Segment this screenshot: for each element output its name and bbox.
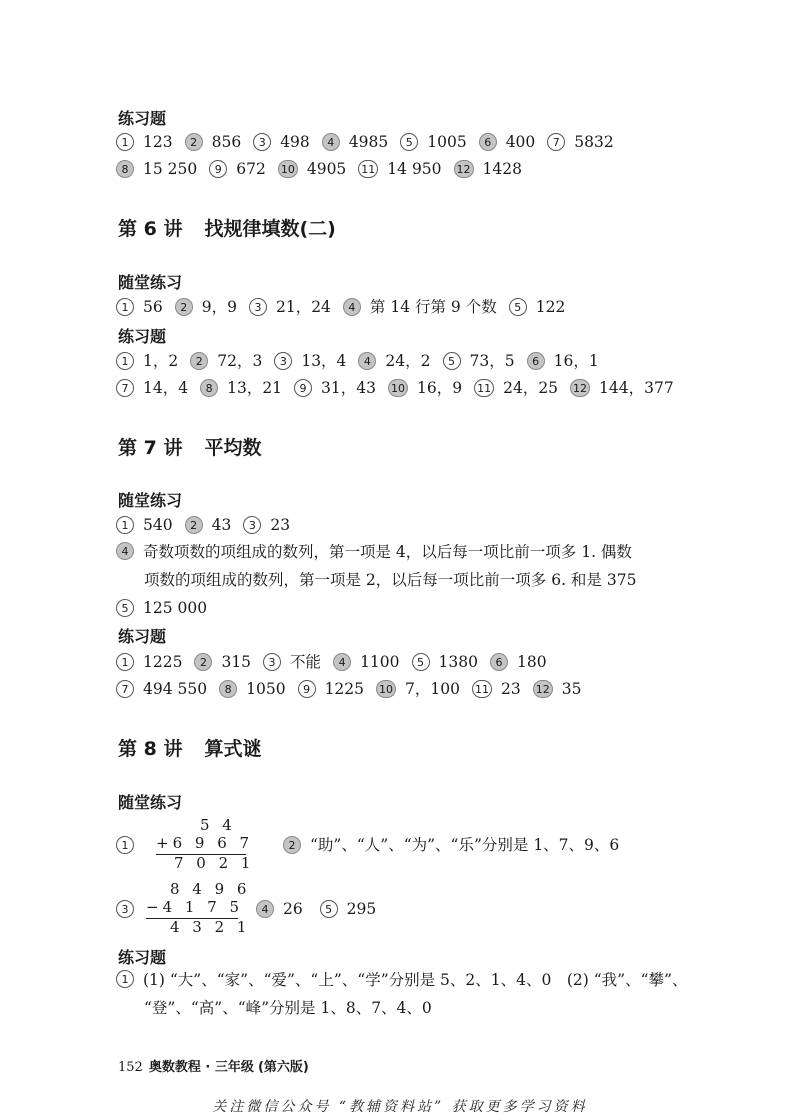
answer-item [219, 679, 285, 699]
minuend-line: 8 4 9 6 [170, 880, 251, 898]
item-number-marker: 3 [253, 133, 271, 151]
answer-text: 56 [143, 298, 163, 316]
answer-text: 16，1 [553, 352, 599, 370]
answer-item [298, 679, 364, 699]
answer-text: 24，25 [503, 379, 559, 397]
item-number-marker: 1 [116, 836, 134, 854]
answer-item [472, 679, 521, 699]
item-number-marker: 9 [294, 379, 312, 397]
item-number-marker: 8 [219, 680, 237, 698]
item-number-marker: 4 [343, 298, 361, 316]
answer-item [527, 351, 599, 371]
answer-item [116, 378, 188, 398]
answer-text: 14，4 [143, 379, 189, 397]
answer-text: 1100 [360, 653, 400, 671]
answer-text: 13，4 [301, 352, 347, 370]
item-number-marker: 12 [454, 160, 474, 178]
answer-item [185, 515, 232, 535]
answer-row [116, 350, 611, 371]
answer-text: 540 [143, 516, 173, 534]
item-number-marker: 9 [209, 160, 227, 178]
class-practice-heading: 随堂练习 [118, 793, 183, 812]
item-number-marker: 1 [116, 352, 134, 370]
answer-row [116, 678, 593, 699]
lecture-title: 平均数 [204, 437, 262, 459]
answer-item [443, 351, 515, 371]
item-number-marker: 12 [533, 680, 553, 698]
item-number-marker: 7 [116, 680, 134, 698]
item-number-marker: 6 [479, 133, 497, 151]
answer-item [116, 159, 197, 179]
item-number-marker: 4 [116, 542, 134, 560]
answer-item [358, 351, 430, 371]
item-number-marker: 10 [278, 160, 298, 178]
answer-text: 1，2 [143, 352, 179, 370]
page-number: 152 [118, 1060, 143, 1075]
answer-item [509, 297, 566, 317]
item-number-marker: 8 [116, 160, 134, 178]
item-number-marker: 5 [509, 298, 527, 316]
answer-text: 72，3 [217, 352, 263, 370]
item-number-marker: 5 [400, 133, 418, 151]
item-number-marker: 4 [358, 352, 376, 370]
answer-item-1 [116, 834, 143, 854]
addend-line: +6 9 6 7 [156, 834, 254, 852]
lecture-number: 第 6 讲 [118, 218, 183, 240]
answer-text: 24，2 [385, 352, 431, 370]
lecture-number: 第 7 讲 [118, 437, 183, 459]
answer-text: 122 [535, 298, 566, 316]
item-number-marker: 3 [243, 516, 261, 534]
practice-heading: 练习题 [118, 109, 167, 128]
answer-item [490, 652, 547, 672]
answer-text: (1) “大”、“家”、“爱”、“上”、“学”分别是 5、2、1、4、0 (2) “我”、“攀”、 [143, 971, 688, 989]
answer-text: 125 000 [143, 599, 208, 617]
answer-row [116, 651, 559, 672]
item-number-marker: 7 [547, 133, 565, 151]
vertical-addition [156, 816, 266, 876]
answer-text: 1225 [324, 680, 365, 698]
answer-row [116, 514, 302, 535]
answer-text: 73，5 [469, 352, 515, 370]
difference-result: 4 3 2 1 [170, 918, 251, 936]
answer-text: 14 950 [387, 160, 442, 178]
class-practice-heading: 随堂练习 [118, 491, 183, 510]
item-number-marker: 2 [190, 352, 208, 370]
practice-heading: 练习题 [118, 327, 167, 346]
practice-heading: 练习题 [118, 948, 167, 967]
answer-text: 494 550 [143, 680, 208, 698]
item-number-marker: 11 [474, 379, 494, 397]
item-number-marker: 11 [358, 160, 378, 178]
item-number-marker: 8 [200, 379, 218, 397]
item-number-marker: 2 [194, 653, 212, 671]
answer-text: 4985 [348, 133, 389, 151]
item-number-marker: 10 [376, 680, 396, 698]
item-number-marker: 3 [274, 352, 292, 370]
answer-item [274, 351, 346, 371]
answer-text: 315 [221, 653, 252, 671]
item-number-marker: 2 [185, 516, 203, 534]
answer-item [116, 297, 163, 317]
sum-result: 7 0 2 1 [174, 854, 255, 872]
answer-text: 5832 [574, 133, 614, 151]
answer-text: 1428 [482, 160, 522, 178]
answer-text: 672 [236, 160, 266, 178]
answer-text: 1005 [427, 133, 467, 151]
answer-text: 144，377 [599, 379, 674, 397]
item-number-marker: 12 [570, 379, 590, 397]
answer-text: 7，100 [405, 680, 460, 698]
item-number-marker: 1 [116, 298, 134, 316]
answer-item [253, 132, 310, 152]
answer-item [533, 679, 582, 699]
answer-item [116, 515, 173, 535]
answer-item [412, 652, 478, 672]
answer-text: 43 [211, 516, 232, 534]
answer-item-2 [283, 834, 631, 855]
lecture-number: 第 8 讲 [118, 738, 183, 760]
answer-item-4 [116, 538, 696, 594]
answer-row [116, 158, 534, 179]
item-number-marker: 1 [116, 970, 134, 988]
answer-item [479, 132, 536, 152]
answer-item [474, 378, 558, 398]
answer-text: 13，21 [227, 379, 283, 397]
answer-text: 400 [505, 133, 536, 151]
answer-item [294, 378, 376, 398]
carry-digits: 5 4 [200, 816, 236, 834]
answer-row [116, 131, 626, 152]
answer-text: 15 250 [143, 160, 198, 178]
answer-text: 23 [500, 680, 521, 698]
item-number-marker: 1 [116, 133, 134, 151]
lecture-8-heading [118, 734, 261, 761]
answer-text: 295 [346, 900, 377, 918]
answer-text-continued: “登”、“高”、“峰”分别是 1、8、7、4、0 [144, 999, 432, 1017]
item-number-marker: 6 [527, 352, 545, 370]
answer-item [570, 378, 674, 398]
answer-text: “助”、“人”、“为”、“乐”分别是 1、7、9、6 [310, 836, 620, 854]
lecture-title: 找规律填数(二) [204, 218, 336, 240]
answer-text: 21，24 [275, 298, 331, 316]
answer-item [185, 132, 242, 152]
item-number-marker: 4 [322, 133, 340, 151]
item-number-marker: 2 [283, 836, 301, 854]
answer-text: 4905 [306, 160, 347, 178]
item-number-marker: 6 [490, 653, 508, 671]
page-footer [118, 1056, 309, 1075]
answer-item [333, 652, 399, 672]
answer-item [454, 159, 522, 179]
answer-item [358, 159, 441, 179]
answer-item [343, 297, 497, 317]
answer-text: 23 [270, 516, 291, 534]
answer-item [116, 679, 207, 699]
lecture-7-heading [118, 433, 261, 460]
answer-item [116, 652, 182, 672]
answer-text: 31，43 [321, 379, 376, 397]
item-number-marker: 1 [116, 653, 134, 671]
answer-item [194, 652, 251, 672]
item-number-marker: 1 [116, 516, 134, 534]
answer-item-5 [116, 597, 219, 618]
practice-answer-1 [116, 966, 696, 1022]
answer-item [116, 351, 178, 371]
answer-item [243, 515, 290, 535]
answer-text: 856 [211, 133, 242, 151]
answer-text: 35 [561, 680, 582, 698]
answer-item [209, 159, 266, 179]
answer-item [278, 159, 346, 179]
answer-item-3 [116, 898, 143, 918]
answer-text: 498 [280, 133, 310, 151]
book-title: 奥数教程 · 三年级 [148, 1060, 254, 1075]
answer-item [175, 297, 237, 317]
answer-text: 16，9 [417, 379, 463, 397]
answer-text-continued: 项数的项组成的数列，第一项是 2，以后每一项比前一项多 6. 和是 375 [144, 571, 637, 589]
item-number-marker: 3 [263, 653, 281, 671]
item-number-marker: 3 [249, 298, 267, 316]
answer-item [322, 132, 388, 152]
item-number-marker: 10 [388, 379, 408, 397]
answer-item [190, 351, 262, 371]
answer-text: 第 14 行第 9 个数 [369, 298, 497, 316]
answer-text: 1380 [438, 653, 478, 671]
answer-text: 123 [143, 133, 173, 151]
answer-item [388, 378, 462, 398]
book-edition: (第六版) [257, 1060, 309, 1075]
answer-text: 1050 [246, 680, 286, 698]
answer-items-4-5 [256, 898, 388, 919]
item-number-marker: 4 [256, 900, 274, 918]
answer-item [249, 297, 331, 317]
answer-row [116, 296, 577, 317]
answer-text: 26 [283, 900, 303, 918]
answer-item [400, 132, 466, 152]
item-number-marker: 5 [116, 599, 134, 617]
class-practice-heading: 随堂练习 [118, 273, 183, 292]
answer-item [547, 132, 613, 152]
item-number-marker: 3 [116, 900, 134, 918]
answer-text: 奇数项数的项组成的数列，第一项是 4，以后每一项比前一项多 1. 偶数 [143, 543, 632, 561]
subtrahend-line: −4 1 7 5 [146, 898, 244, 916]
answer-text: 1225 [143, 653, 183, 671]
answer-text: 9，9 [201, 298, 237, 316]
answer-row [116, 377, 686, 398]
practice-heading: 练习题 [118, 627, 167, 646]
answer-item [200, 378, 282, 398]
item-number-marker: 4 [333, 653, 351, 671]
item-number-marker: 5 [443, 352, 461, 370]
item-number-marker: 2 [175, 298, 193, 316]
item-number-marker: 5 [412, 653, 430, 671]
answer-text: 不能 [290, 653, 322, 671]
answer-item [116, 132, 173, 152]
answer-item [263, 652, 321, 672]
item-number-marker: 5 [320, 900, 338, 918]
item-number-marker: 11 [472, 680, 492, 698]
answer-item [376, 679, 460, 699]
lecture-6-heading [118, 214, 336, 241]
item-number-marker: 2 [185, 133, 203, 151]
item-number-marker: 9 [298, 680, 316, 698]
answer-text: 180 [516, 653, 547, 671]
item-number-marker: 7 [116, 379, 134, 397]
lecture-title: 算式谜 [204, 738, 262, 760]
watermark-text: 关注微信公众号 “教辅资料站” 获取更多学习资料 [212, 1099, 588, 1115]
vertical-subtraction [146, 880, 256, 940]
